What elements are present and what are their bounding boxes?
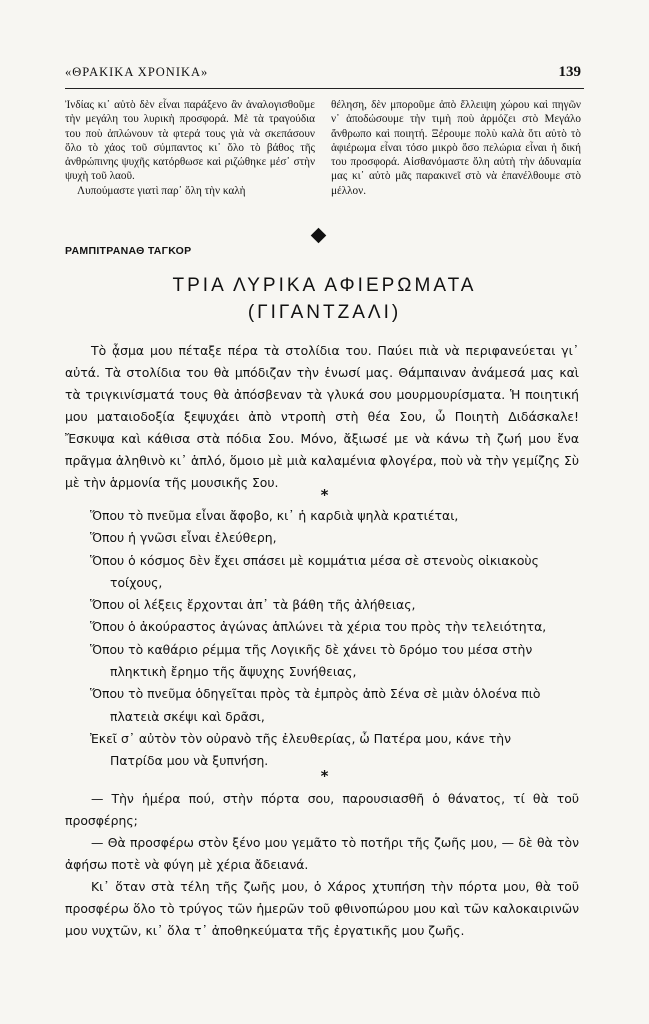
- outro-section: [65, 788, 579, 942]
- intro-paragraph: Τὸ ᾆσμα μου πέταξε πέρα τὰ στολίδια του. Παύει πιὰ νὰ περιφανεύεται γι᾽ αὐτά. Τὰ στολίδια του θὰ μπόδιζαν τὴν ἑνωσί μας. Θάμπαιναν ἀνάμεσά μας καὶ τὰ τριγκινίσματά τους θὰ ἀπόσβεναν τὰ γλυκά σου μουρμουρίσματα. Ἡ ποιητική μου ματαιοδοξία ξεψυχάει ἀπὸ ντροπὴ στὴ θέα Σου, ὦ Ποιητὴ Διδάσκαλε! Ἔσκυψα καὶ κάθισα στὰ πόδια Σου. Μόνο, ἄξιωσέ με νὰ κάνω τὴ ζωή μου ἕνα πρᾶγμα ἀληθινὸ κι᾽ ἁπλό, ὅμοιο μὲ μιὰ καλαμένια φλογέρα, ποὺ νὰ τὴν γεμίζης Σὺ μὲ τὴν ἁρμονία τῆς μουσικῆς Σου.: [65, 343, 579, 490]
- asterisk-separator: *: [320, 767, 329, 785]
- prior-article-right-column: [331, 98, 581, 198]
- asterisk-separator: *: [320, 486, 329, 504]
- poem-line: Ὅπου τὸ καθάριο ρέμμα τῆς Λογικῆς δὲ χάνει τὸ δρόμο του μέσα στὴν πληκτικὴ ἔρημο τῆς ἄψυχης Συνήθειας,: [90, 641, 533, 680]
- outro-paragraph: Κι᾽ ὅταν στὰ τέλη τῆς ζωῆς μου, ὁ Χάρος χτυπήση τὴν πόρτα μου, θὰ τοῦ προσφέρω ὅλο τὸ τρύγος τῶν ἡμερῶν τοῦ φθινοπώρου μου καὶ τῶν καλοκαιρινῶν μου νυχτῶν, κι᾽ ὅλα τ᾽ ἀποθηκεύματα τῆς ἐργατικῆς μου ζωῆς.: [65, 879, 579, 938]
- prior-article-columns: [65, 98, 581, 198]
- poem-line: Ὅπου τὸ πνεῦμα ὁδηγεῖται πρὸς τὰ ἐμπρὸς ἀπὸ Σένα σὲ μιὰν ὁλοένα πιὸ πλατειὰ σκέψι καὶ δρᾶσι,: [90, 686, 541, 724]
- prior-paragraph: θέληση, δὲν μποροῦμε ἀπὸ ἔλλειψη χώρου καὶ πηγῶν ν᾽ ἀποδώσουμε τὴν τιμὴ ποὺ ἁρμόζει στὸ Μεγάλο ἄνθρωπο καὶ ποιητή. Ξέρουμε πολὺ καλὰ ὅτι αὐτὸ τὸ ἀφιέρωμα εἶναι τόσο μικρὸ ὅσο πελώρια εἶναι ἡ δική του προσφορά. Αἰσθανόμαστε ὅλη αὐτὴ τὴν ἀδυναμία μας κι᾽ αὐτὸ μᾶς παρακινεῖ στὸ νὰ ἐπανέλθουμε στὸ μέλλον.: [331, 99, 581, 197]
- outro-paragraph: — Θὰ προσφέρω στὸν ξένο μου γεμᾶτο τὸ ποτῆρι τῆς ζωῆς μου, — δὲ θὰ τὸν ἀφήσω ποτὲ νὰ φύγη μὲ χέρια ἄδειανά.: [65, 835, 579, 872]
- intro-section: [65, 340, 579, 494]
- header-rule: [65, 88, 584, 89]
- prior-article-left-column: [65, 98, 315, 198]
- poem-line: Ὅπου ὁ ἀκούραστος ἀγώνας ἁπλώνει τὰ χέρια του πρὸς τὴν τελειότητα,: [90, 619, 547, 635]
- page-number: 139: [558, 64, 581, 80]
- poem-line: Ἐκεῖ σ᾽ αὐτὸν τὸν οὐρανὸ τῆς ἐλευθερίας, ὦ Πατέρα μου, κάνε τὴν Πατρίδα μου νὰ ξυπνήση.: [90, 730, 512, 769]
- poem: [90, 505, 560, 773]
- article-author: ΡΑΜΠΙΤΡΑΝΑΘ ΤΑΓΚΟΡ: [65, 245, 192, 257]
- prior-paragraph: Λυπούμαστε γιατὶ παρ᾽ ὅλη τὴν καλὴ: [77, 184, 246, 197]
- prior-paragraph: Ἰνδίας κι᾽ αὐτὸ δὲν εἶναι παράξενο ἂν ἀναλογισθοῦμε τὴν μεγάλη του λυρικὴ προσφορά. Μὲ τὰ τραγούδια του ποὺ ἁπλώνουν τὰ φτερά τους γιὰ νὰ σκεπάσουν ὅλο τὸ χάος τοῦ σύμπαντος κι᾽ ὅλο τὸ βάθος τῆς ἀνθρώπινης ψυχῆς κατόρθωσε καὶ ριζώθηκε μέσ᾽ στὴν ψυχὴ τοῦ λαοῦ.: [65, 99, 315, 183]
- page-header: [65, 64, 581, 81]
- poem-line: Ὅπου οἱ λέξεις ἔρχονται ἀπ᾽ τὰ βάθη τῆς ἀλήθειας,: [90, 597, 416, 613]
- article-title: ΤΡΙΑ ΛΥΡΙΚΑ ΑΦΙΕΡΩΜΑΤΑ: [172, 275, 477, 296]
- poem-line: Ὅπου τὸ πνεῦμα εἶναι ἄφοβο, κι᾽ ἡ καρδιὰ ψηλὰ κρατιέται,: [90, 508, 459, 523]
- poem-line: Ὅπου ὁ κόσμος δὲν ἔχει σπάσει μὲ κομμάτια μέσα σὲ στενοὺς οἰκιακοὺς τοίχους,: [90, 552, 539, 590]
- section-divider-diamond-icon: [311, 228, 327, 244]
- running-title: «ΘΡΑΚΙΚΑ ΧΡΟΝΙΚΑ»: [65, 65, 209, 79]
- poem-line: Ὅπου ἡ γνῶσι εἶναι ἐλεύθερη,: [90, 530, 277, 546]
- outro-paragraph: — Τὴν ἡμέρα πού, στὴν πόρτα σου, παρουσιασθῆ ὁ θάνατος, τί θὰ τοῦ προσφέρης;: [65, 791, 579, 828]
- article-subtitle: (ΓΙΓΑΝΤΖΑΛΙ): [247, 302, 402, 323]
